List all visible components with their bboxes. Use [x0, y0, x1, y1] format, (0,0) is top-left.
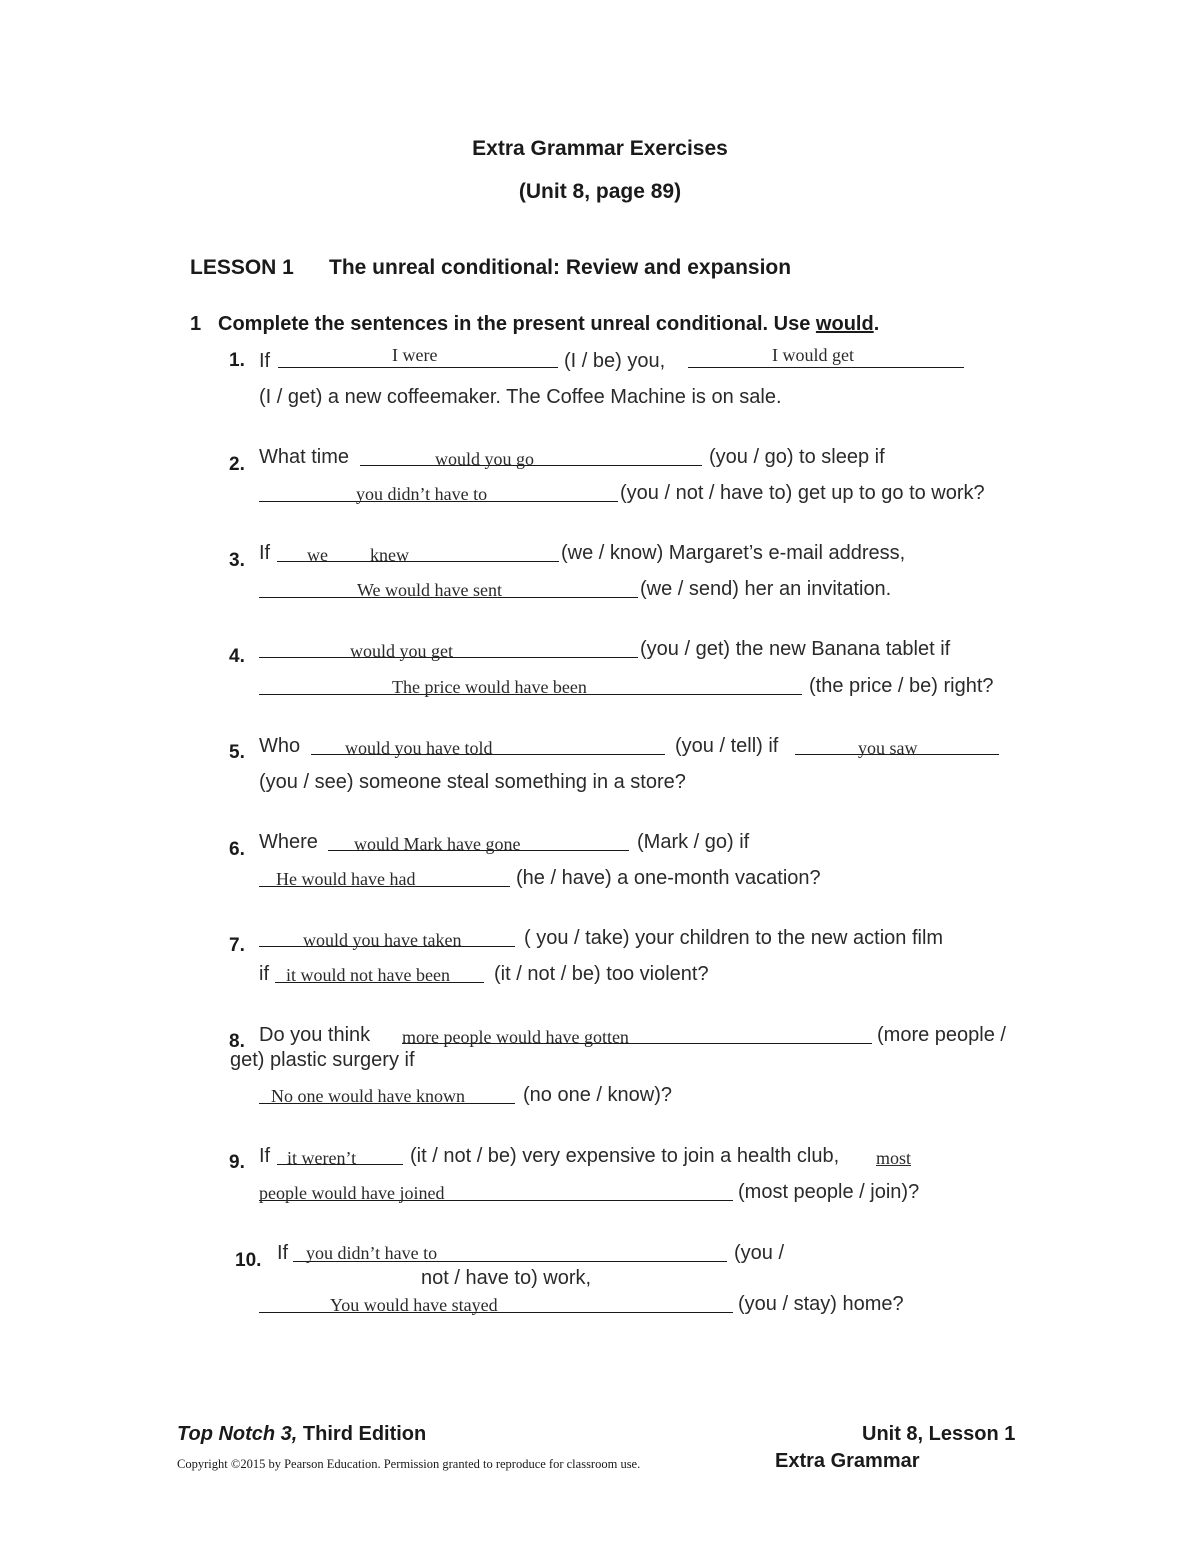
answer-text: you saw: [858, 738, 918, 758]
item-text: (you /: [734, 1242, 785, 1264]
instruction-keyword: would: [815, 313, 874, 335]
answer-blank: [278, 367, 558, 368]
answer-text: people would have joined: [259, 1183, 445, 1203]
item-text: (he / have) a one-month vacation?: [516, 867, 821, 889]
item-text: (I / get) a new coffeemaker. The Coffee Machine is on sale.: [259, 386, 782, 408]
item-text: What time: [259, 446, 350, 468]
item-text: (we / send) her an invitation.: [640, 578, 892, 600]
item-text: (you / tell) if: [675, 735, 779, 757]
item-text: If: [259, 542, 271, 564]
answer-text: We would have sent: [357, 580, 503, 600]
answer-text: would you get: [350, 641, 453, 661]
item-number: 8.: [229, 1031, 245, 1052]
item-text: if: [259, 963, 269, 985]
item-text: (most people / join)?: [738, 1181, 920, 1203]
item-text: (you / get) the new Banana tablet if: [640, 638, 951, 660]
answer-text: The price would have been: [392, 677, 587, 697]
answer-text: No one would have known: [271, 1086, 465, 1106]
item-text: (you / not / have to) get up to go to work?: [620, 482, 985, 504]
answer-text: knew: [370, 545, 409, 565]
item-text: (it / not / be) too violent?: [494, 963, 709, 985]
answer-text: we: [307, 545, 328, 565]
item-text: (we / know) Margaret’s e-mail address,: [561, 542, 906, 564]
answer-text: you didn’t have to: [306, 1243, 438, 1263]
answer-text: you didn’t have to: [356, 484, 488, 504]
item-text: (Mark / go) if: [637, 831, 750, 853]
exercise-instruction: [218, 313, 879, 336]
answer-text: would Mark have gone: [354, 834, 521, 854]
book-edition: Third Edition: [297, 1423, 427, 1445]
answer-text: You would have stayed: [330, 1295, 498, 1315]
answer-text: would you have taken: [303, 930, 462, 950]
item-text: If: [259, 1145, 271, 1167]
page-subtitle: (Unit 8, page 89): [518, 180, 682, 203]
answer-text: more people would have gotten: [402, 1027, 629, 1047]
item-number: 7.: [229, 935, 245, 956]
page-title: Extra Grammar Exercises: [472, 137, 728, 160]
lesson-title: The unreal conditional: Review and expansion: [329, 256, 792, 279]
answer-blank: [688, 367, 964, 368]
exercise-number: 1: [190, 313, 202, 335]
item-text: (the price / be) right?: [809, 675, 994, 697]
item-text: get) plastic surgery if: [230, 1049, 415, 1071]
answer-text: most: [876, 1148, 912, 1168]
item-number: 9.: [229, 1152, 245, 1173]
item-number: 5.: [229, 742, 245, 763]
instruction-text: Complete the sentences in the present unreal conditional. Use: [218, 313, 811, 335]
item-text: (you / go) to sleep if: [709, 446, 885, 468]
answer-text: would you go: [435, 449, 534, 469]
footer-book-title: [177, 1423, 426, 1446]
item-text: Who: [259, 735, 301, 757]
lesson-label: LESSON 1: [190, 256, 294, 279]
answer-text: I would get: [772, 345, 854, 365]
footer-copyright: Copyright ©2015 by Pearson Education. Permission granted to reproduce for classroom use.: [177, 1457, 641, 1471]
answer-text: I were: [392, 345, 438, 365]
item-number: 1.: [229, 350, 245, 371]
item-text: (I / be) you,: [564, 350, 666, 372]
book-title-italic: Top Notch 3,: [177, 1423, 298, 1445]
answer-text: He would have had: [276, 869, 416, 889]
footer-section: Extra Grammar: [775, 1450, 920, 1472]
item-number: 3.: [229, 550, 245, 571]
item-text: Do you think: [259, 1024, 371, 1046]
item-text: (it / not / be) very expensive to join a health club,: [410, 1145, 840, 1167]
item-text: (you / stay) home?: [738, 1293, 904, 1315]
item-number: 4.: [229, 646, 245, 667]
item-text: (more people /: [877, 1024, 1006, 1046]
item-number: 6.: [229, 839, 245, 860]
item-text: If: [259, 350, 271, 372]
answer-text: it weren’t: [287, 1148, 357, 1168]
item-text: Where: [259, 831, 318, 853]
item-text: If: [277, 1242, 289, 1264]
answer-text: it would not have been: [286, 965, 450, 985]
instruction-period: .: [873, 313, 880, 335]
item-text: (no one / know)?: [523, 1084, 672, 1106]
item-number: 2.: [229, 454, 245, 475]
footer-unit: Unit 8, Lesson 1: [862, 1423, 1016, 1445]
answer-text: would you have told: [345, 738, 493, 758]
item-text: ( you / take) your children to the new action film: [524, 927, 944, 949]
item-number: 10.: [235, 1250, 262, 1271]
item-text: not / have to) work,: [421, 1267, 592, 1289]
item-text: (you / see) someone steal something in a store?: [259, 771, 686, 793]
